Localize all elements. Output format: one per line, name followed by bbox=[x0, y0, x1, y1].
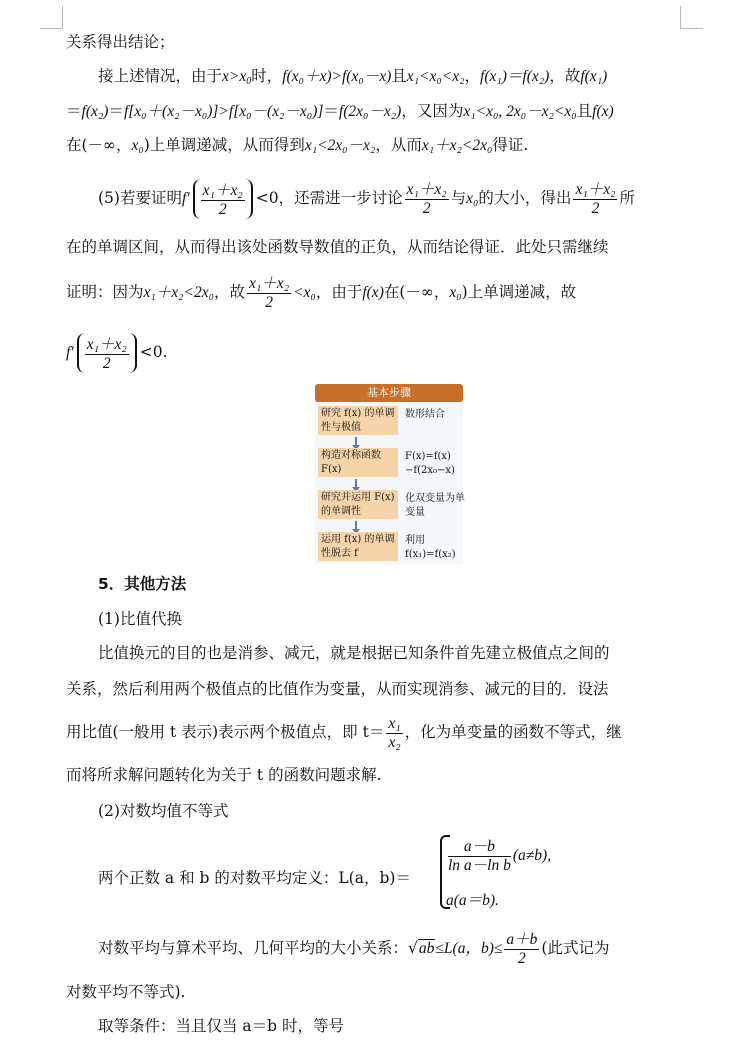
text-line: 关系得出结论； bbox=[66, 33, 175, 51]
piecewise-case: $\frac{a-b}{\text{ln a－ln b}}$ (a≠b), bbox=[448, 837, 552, 874]
flowchart-note: F(x)=f(x)−f(2x₀−x) bbox=[405, 451, 455, 476]
paragraph-line: 证明：因为x₁＋x₂<2x₀，故 $\frac{\text{x₁＋x₂}}{2}$ <x₀，由于f(x)在(－∞，x₀)上单调递减，故 bbox=[66, 274, 577, 311]
paragraph-line: 关系，然后利用两个极值点的比值作为变量，从而实现消参、减元的目的．设法 bbox=[66, 680, 609, 698]
flowchart-step: 构造对称函数 F(x) bbox=[318, 448, 398, 477]
paragraph-line: 对数平均与算术平均、几何平均的大小关系：√ab≤L(a，b)≤ $\frac{a+b}{2}$ (此式记为 bbox=[98, 930, 610, 967]
paragraph-line: 比值换元的目的也是消参、减元，就是根据已知条件首先建立极值点之间的 bbox=[98, 644, 610, 662]
paragraph-line: ＝f(x₂)＝f[x₀＋(x₂－x₀)]>f[x₀－(x₂－x₀)]＝f(2x₀－x₂)，又因为x₁<x₀, 2x₀－x₂<x₀且f(x) bbox=[66, 102, 614, 120]
crop-mark-top-right bbox=[680, 6, 703, 29]
paragraph-line: f′ $\frac{\text{x₁＋x₂}}{2}$ <0. bbox=[66, 332, 680, 373]
paragraph-line: 取等条件：当且仅当 a＝b 时，等号 bbox=[98, 1017, 345, 1035]
subheading: (2)对数均值不等式 bbox=[98, 802, 229, 820]
flowchart-note: 数形结合 bbox=[405, 409, 445, 420]
paragraph-line: (5)若要证明f′ $\frac{\text{x₁＋x₂}}{2}$ <0，还需进一步讨论 $\frac{\text{x₁＋x₂}}{2}$ 与x₀的大小，得出 $\frac{\text{x₁＋x₂}}{2}$ 所 bbox=[98, 180, 635, 218]
paragraph-line: 两个正数 a 和 b 的对数平均定义：L(a，b)＝ bbox=[98, 869, 411, 887]
paragraph-line: 用比值(一般用 t 表示)表示两个极值点，即 t＝ $\frac{\text{x₁}}{\text{x₂}}$ ，化为单变量的函数不等式，继 bbox=[66, 714, 622, 751]
paragraph-line: 在的单调区间，从而得出该处函数导数值的正负，从而结论得证．此处只需继续 bbox=[66, 238, 609, 256]
paragraph-line: 在(－∞，x₀)上单调递减，从而得到x₁<2x₀－x₂，从而x₁＋x₂<2x₀得证. bbox=[66, 136, 529, 154]
flowchart-note: 利用 f(x₁)=f(x₂) bbox=[405, 535, 456, 560]
piecewise-case: a(a＝b). bbox=[446, 892, 499, 909]
flowchart-title: 基本步骤 bbox=[315, 384, 463, 402]
flowchart-step: 研究 f(x) 的单调性与极值 bbox=[318, 406, 398, 435]
flowchart-note: 化双变量为单变量 bbox=[405, 493, 465, 518]
flowchart-step: 运用 f(x) 的单调性脱去 f bbox=[318, 532, 398, 561]
arrow-down-icon bbox=[355, 479, 357, 487]
crop-mark-top-left bbox=[40, 6, 63, 29]
section-heading: 5．其他方法 bbox=[98, 575, 187, 593]
arrow-down-icon bbox=[355, 437, 357, 445]
arrow-down-icon bbox=[355, 521, 357, 529]
flowchart bbox=[315, 384, 463, 564]
flowchart-step: 研究并运用 F(x) 的单调性 bbox=[318, 490, 398, 519]
paragraph-line: 对数平均不等式). bbox=[66, 983, 186, 1001]
subheading: (1)比值代换 bbox=[98, 610, 182, 628]
paragraph-line: 而将所求解问题转化为关于 t 的函数问题求解. bbox=[66, 766, 382, 784]
paragraph-line: 接上述情况，由于$x>x_0$时，f(x₀＋x)>f(x₀－x)且x₁<x₀<x₂，f(x₁)＝f(x₂)，故f(x₁) bbox=[98, 67, 608, 87]
